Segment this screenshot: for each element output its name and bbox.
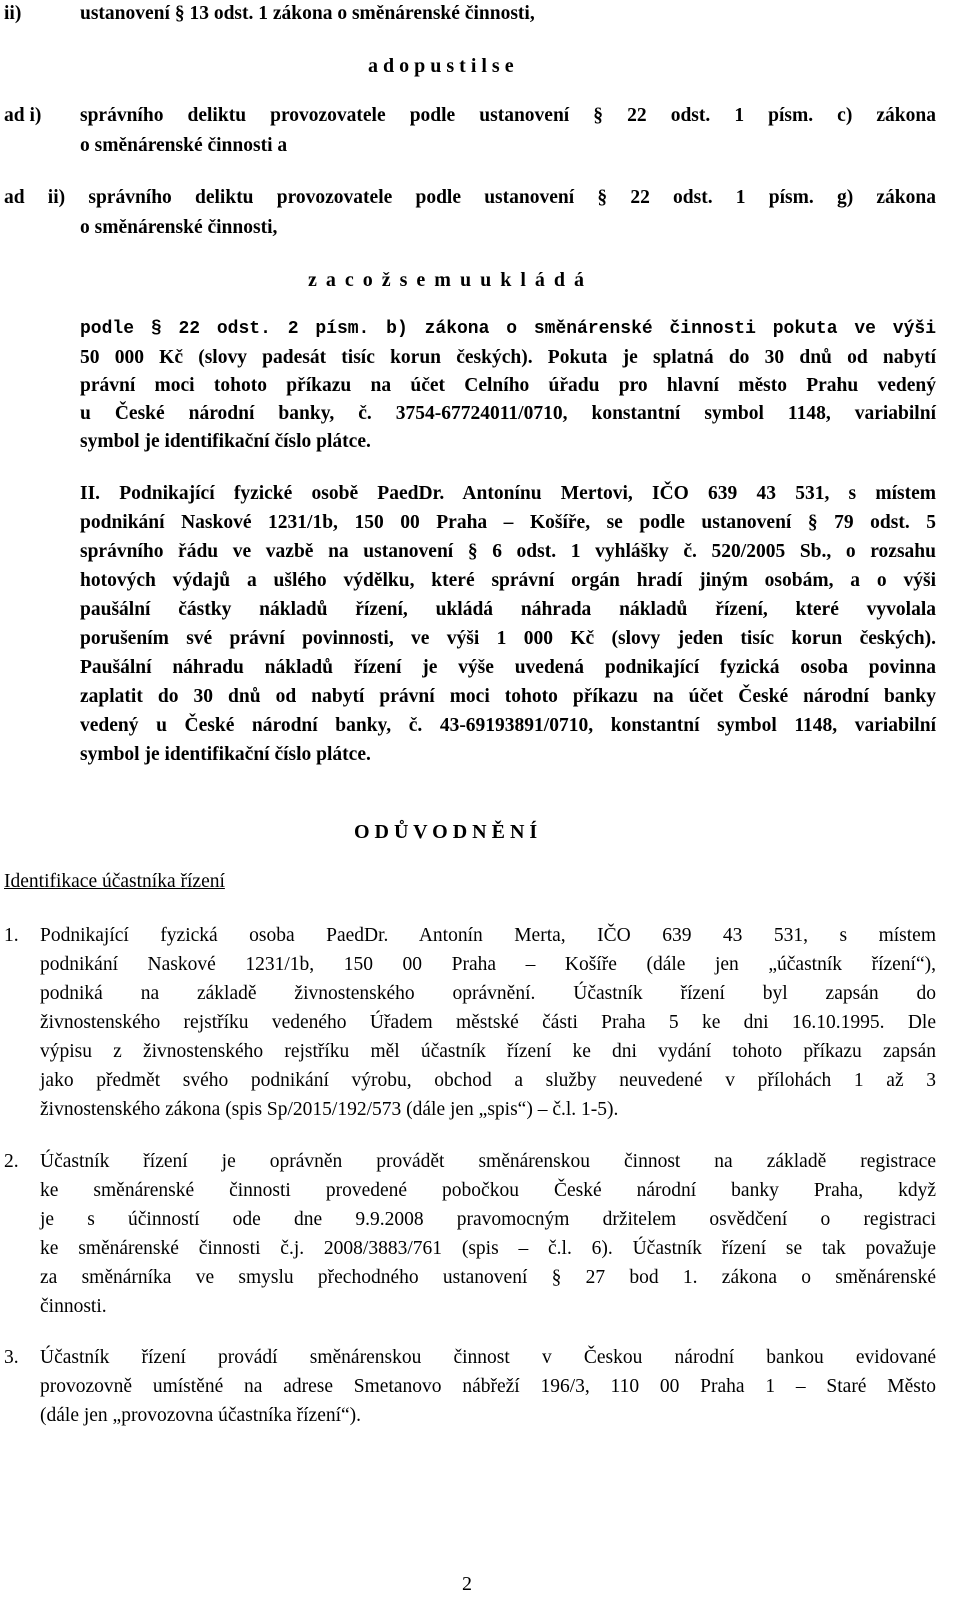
spaced-heading: z a c o ž s e m u u k l á d á: [308, 269, 586, 291]
text-line: za směnárníka ve smyslu přechodného ustanovení § 27 bod 1. zákona o směnárenské: [40, 1267, 936, 1288]
text-line: u České národní banky, č. 3754-67724011/0710, konstantní symbol 1148, variabilní: [80, 403, 936, 424]
page-number: 2: [462, 1573, 472, 1595]
text-line: (dále jen „provozovna účastníka řízení“).: [40, 1405, 362, 1426]
text-line: provozovně umístěné na adrese Smetanovo nábřeží 196/3, 110 00 Praha 1 – Staré Město: [40, 1376, 936, 1397]
text-line: Podnikající fyzická osoba PaedDr. Antonín Merta, IČO 639 43 531, s místem: [40, 925, 936, 946]
text-line: vedený u České národní banky, č. 43-69193891/0710, konstantní symbol 1148, variabilní: [80, 715, 936, 736]
text-line: jako předmět svého podnikání výrobu, obchod a služby neuvedené v přílohách 1 až 3: [40, 1070, 936, 1091]
text-line: symbol je identifikační číslo plátce.: [80, 431, 371, 452]
text-line: Paušální náhradu nákladů řízení je výše uvedená podnikající fyzická osoba povinna: [80, 657, 936, 678]
text-line: je s účinností ode dne 9.9.2008 pravomocným držitelem osvědčení o registraci: [40, 1209, 936, 1230]
text-line: ustanovení § 13 odst. 1 zákona o směnárenské činnosti,: [80, 3, 535, 24]
text-line: správního řádu ve vazbě na ustanovení § 6 odst. 1 vyhlášky č. 520/2005 Sb., o rozsahu: [80, 541, 936, 562]
text-line: ke směnárenské činnosti provedené pobočkou České národní banky Praha, když: [40, 1180, 936, 1201]
item-label: 2.: [4, 1151, 19, 1172]
text-line: výpisu z živnostenského rejstříku měl účastník řízení ke dni vydání tohoto příkazu zapsán: [40, 1041, 936, 1062]
item-label: 1.: [4, 925, 19, 946]
text-line: podnikání Naskové 1231/1b, 150 00 Praha – Košíře, se podle ustanovení § 79 odst. 5: [80, 512, 936, 533]
text-line: Účastník řízení provádí směnárenskou činnost v Českou národní bankou evidované: [40, 1347, 936, 1368]
text-line: činnosti.: [40, 1296, 107, 1317]
text-line: porušením své právní povinnosti, ve výši 1 000 Kč (slovy jeden tisíc korun českých).: [80, 628, 936, 649]
text-line: podniká na základě živnostenského oprávnění. Účastník řízení byl zapsán do: [40, 983, 936, 1004]
text-line: živnostenského rejstříku vedeného Úřadem městské části Praha 5 ke dni 16.10.1995. Dle: [40, 1012, 936, 1033]
item-label: ii): [4, 3, 22, 24]
text-line: správního deliktu provozovatele podle ustanovení § 22 odst. 1 písm. c) zákona: [80, 105, 936, 126]
text-line: 50 000 Kč (slovy padesát tisíc korun českých). Pokuta je splatná do 30 dnů od nabytí: [80, 347, 936, 368]
text-line: podle § 22 odst. 2 písm. b) zákona o směnárenské činnosti pokuta ve výši: [80, 319, 936, 339]
text-line: o směnárenské činnosti,: [80, 217, 278, 238]
text-line: o směnárenské činnosti a: [80, 135, 288, 156]
spaced-heading: a d o p u s t i l s e: [368, 55, 514, 77]
text-line: paušální částky nákladů řízení, ukládá náhrada nákladů řízení, které vyvolala: [80, 599, 936, 620]
item-label: ad i): [4, 105, 42, 126]
text-line: živnostenského zákona (spis Sp/2015/192/573 (dále jen „spis“) – č.l. 1-5).: [40, 1099, 619, 1120]
text-line: ke směnárenské činnosti č.j. 2008/3883/761 (spis – č.l. 6). Účastník řízení se tak považuje: [40, 1238, 936, 1259]
subsection-heading: Identifikace účastníka řízení: [4, 871, 225, 892]
text-line: podnikání Naskové 1231/1b, 150 00 Praha – Košíře (dále jen „účastník řízení“),: [40, 954, 936, 975]
text-line: symbol je identifikační číslo plátce.: [80, 744, 371, 765]
text-line: právní moci tohoto příkazu na účet Celního úřadu pro hlavní město Prahu vedený: [80, 375, 936, 396]
text-line: zaplatit do 30 dnů od nabytí právní moci tohoto příkazu na účet České národní banky: [80, 686, 936, 707]
text-line: ad ii) správního deliktu provozovatele podle ustanovení § 22 odst. 1 písm. g) zákona: [4, 187, 936, 208]
text-line: II. Podnikající fyzické osobě PaedDr. Antonínu Mertovi, IČO 639 43 531, s místem: [80, 483, 936, 504]
section-heading: O D Ů V O D N Ě N Í: [354, 821, 538, 843]
text-line: Účastník řízení je oprávněn provádět směnárenskou činnost na základě registrace: [40, 1151, 936, 1172]
text-line: hotových výdajů a ušlého výdělku, které správní orgán hradí jiným osobám, a o výši: [80, 570, 936, 591]
item-label: 3.: [4, 1347, 19, 1368]
